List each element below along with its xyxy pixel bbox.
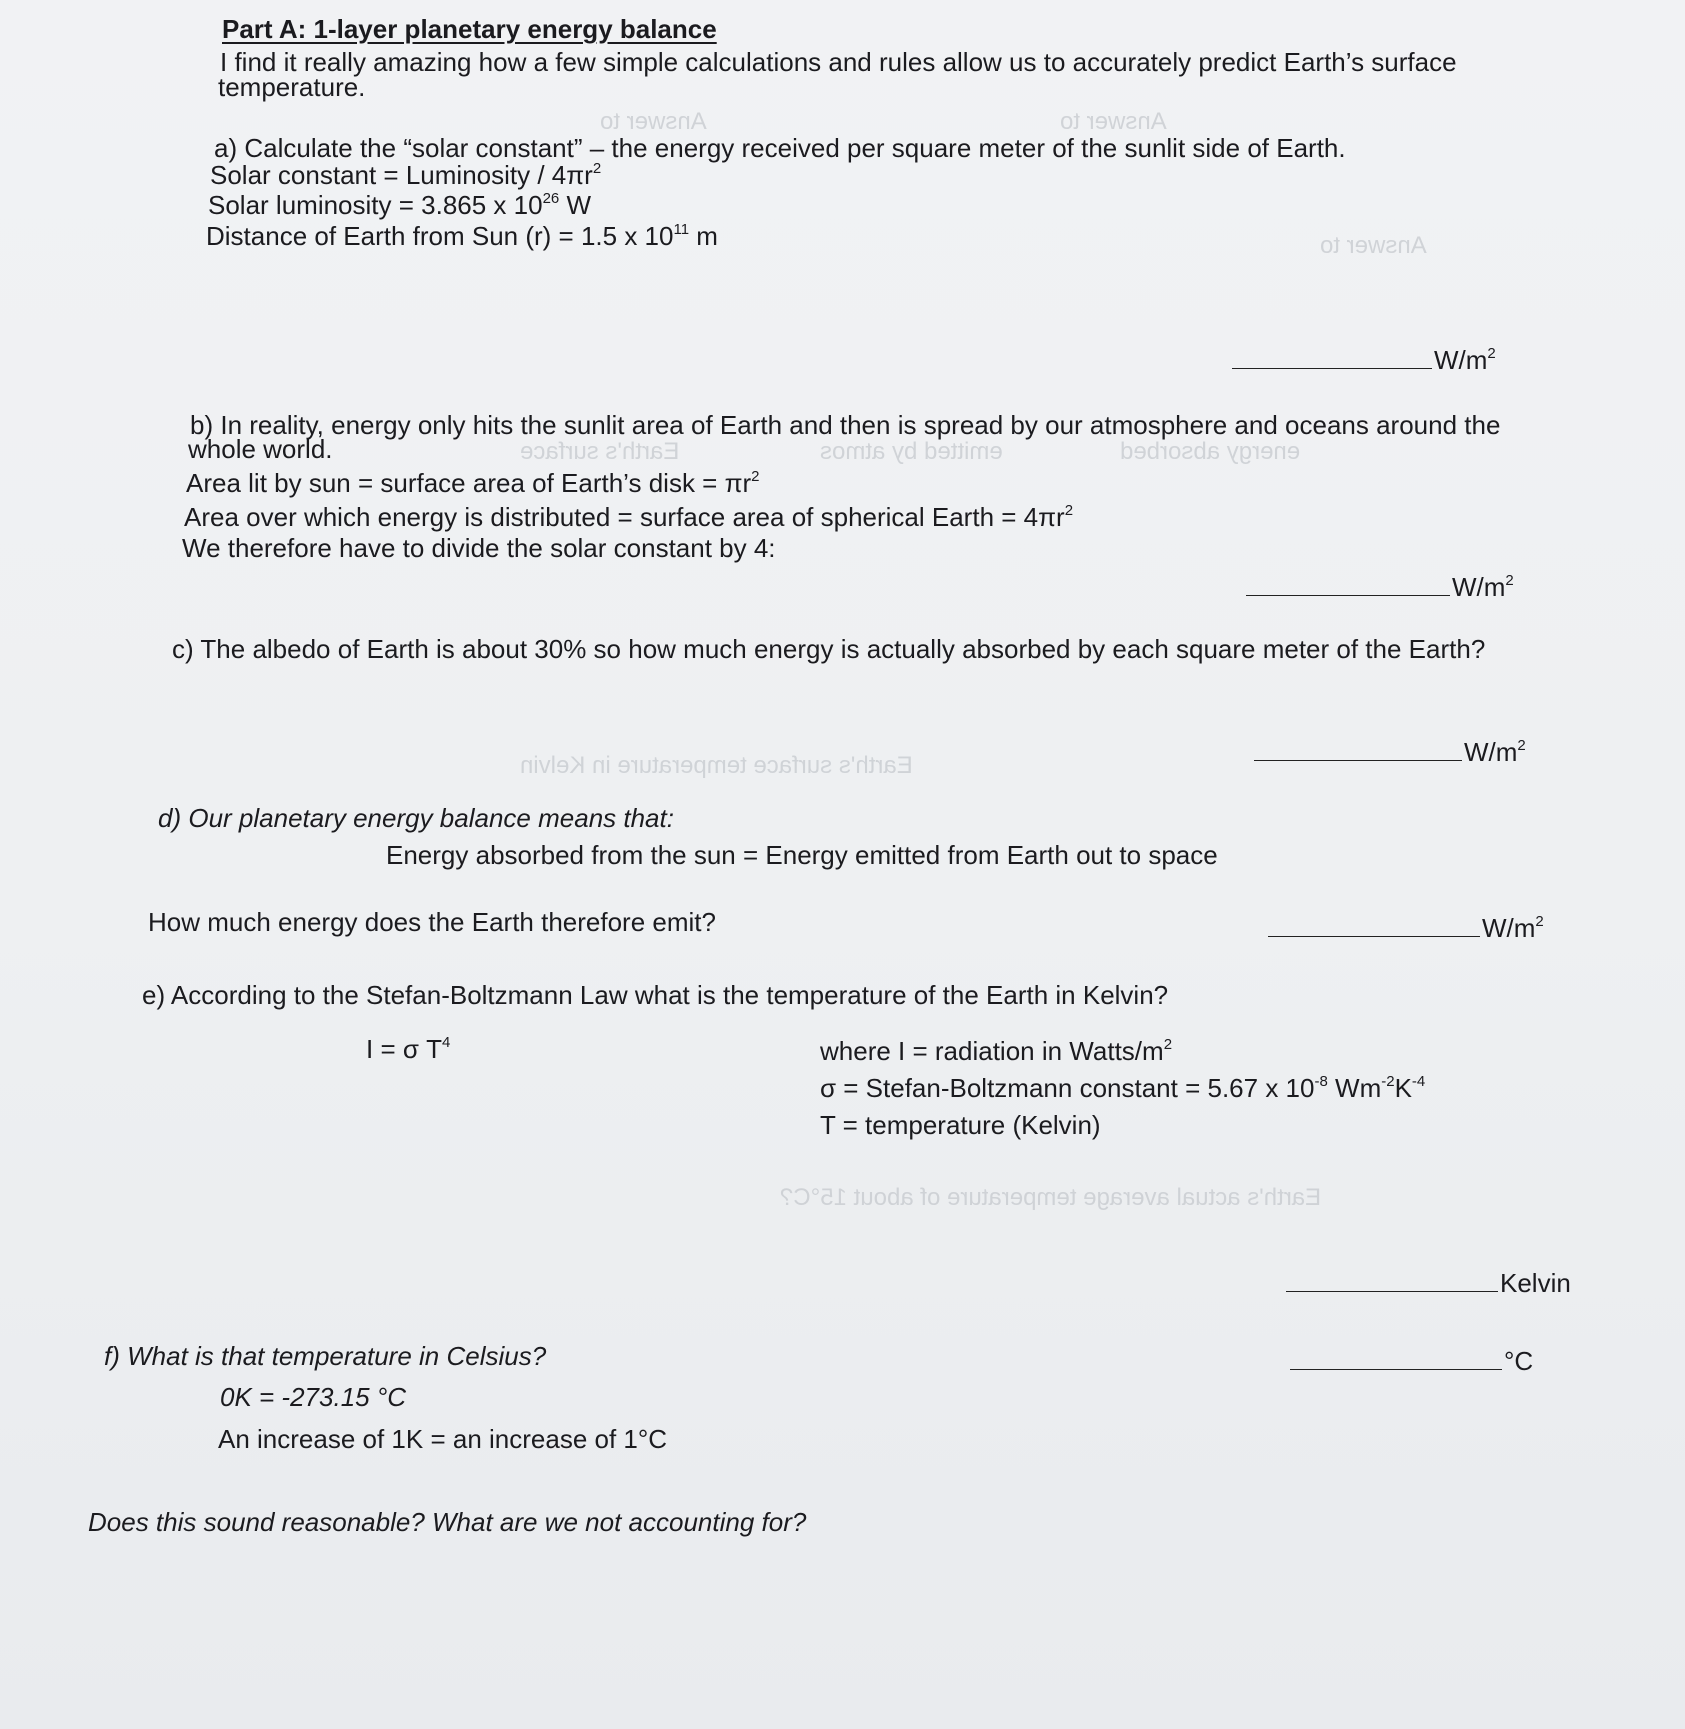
where-radiation: where I = radiation in Watts/$m^2$ xyxy=(820,1036,1173,1066)
answer-c-field[interactable]: $W/m^2$ xyxy=(1254,737,1526,767)
bleed-through-text: Answer to xyxy=(600,108,707,135)
question-f: f) What is that temperature in Celsius? xyxy=(104,1341,547,1371)
kelvin-celsius-conversion: 0K = -273.15 °C xyxy=(220,1382,407,1412)
stefan-boltzmann-constant: σ = Stefan-Boltzmann constant = 5.67 x $10^{-8}$ $Wm^{-2}K^{-4}$ xyxy=(820,1073,1426,1103)
earth-sun-distance: Distance of Earth from Sun (r) = 1.5 x $10^{11}$ m xyxy=(206,221,718,251)
area-distributed-formula: Area over which energy is distributed = surface area of spherical Earth = $4\pi r^2$ xyxy=(184,502,1074,532)
intro-text-2: temperature. xyxy=(218,72,366,102)
bleed-through-text: Answer to xyxy=(1060,108,1167,135)
bleed-through-text: Earth's surface temperature in Kelvin xyxy=(520,752,913,779)
question-d: d) Our planetary energy balance means that: xyxy=(158,803,674,833)
question-d-emit: How much energy does the Earth therefore emit? xyxy=(148,907,716,937)
closing-question: Does this sound reasonable? What are we not accounting for? xyxy=(88,1507,807,1537)
page-title: Part A: 1-layer planetary energy balance xyxy=(222,14,717,44)
bleed-through-text: Earth's actual average temperature of about 15°C? xyxy=(780,1184,1322,1211)
stefan-boltzmann-law: I = σ $T^4$ xyxy=(366,1034,451,1064)
answer-e-field[interactable]: Kelvin xyxy=(1286,1268,1571,1298)
question-b: b) In reality, energy only hits the sunlit area of Earth and then is spread by our atmosphere and oceans around the xyxy=(190,410,1501,440)
divide-by-four-text: We therefore have to divide the solar constant by 4: xyxy=(182,533,776,563)
question-b-cont: whole world. xyxy=(188,434,333,464)
question-c: c) The albedo of Earth is about 30% so how much energy is actually absorbed by each square meter of the Earth? xyxy=(172,634,1486,664)
answer-a-field[interactable]: $W/m^2$ xyxy=(1232,345,1496,375)
question-a: a) Calculate the “solar constant” – the energy received per square meter of the sunlit side of Earth. xyxy=(214,133,1346,163)
area-lit-formula: Area lit by sun = surface area of Earth’s disk = $\pi r^2$ xyxy=(186,468,760,498)
question-e: e) According to the Stefan-Boltzmann Law what is the temperature of the Earth in Kelvin? xyxy=(142,980,1169,1010)
solar-luminosity-value: Solar luminosity = 3.865 x $10^{26}$ W xyxy=(208,190,592,220)
kelvin-increase-note: An increase of 1K = an increase of 1°C xyxy=(218,1424,668,1454)
bleed-through-text: energy absorbed xyxy=(1120,438,1301,465)
answer-b-field[interactable]: $W/m^2$ xyxy=(1246,572,1514,602)
bleed-through-text: Answer to xyxy=(1320,232,1427,259)
intro-text: I find it really amazing how a few simple calculations and rules allow us to accurately predict Earth’s surface xyxy=(220,47,1457,77)
solar-constant-formula: Solar constant = Luminosity / $4\pi r^2$ xyxy=(210,160,602,190)
answer-f-field[interactable]: °C xyxy=(1290,1346,1533,1376)
answer-d-field[interactable]: $W/m^2$ xyxy=(1268,913,1544,943)
bleed-through-text: emitted by atmos xyxy=(820,438,1003,465)
energy-balance-equation: Energy absorbed from the sun = Energy emitted from Earth out to space xyxy=(386,840,1218,870)
temperature-definition: T = temperature (Kelvin) xyxy=(820,1110,1101,1140)
bleed-through-text: Earth's surface xyxy=(520,438,680,465)
